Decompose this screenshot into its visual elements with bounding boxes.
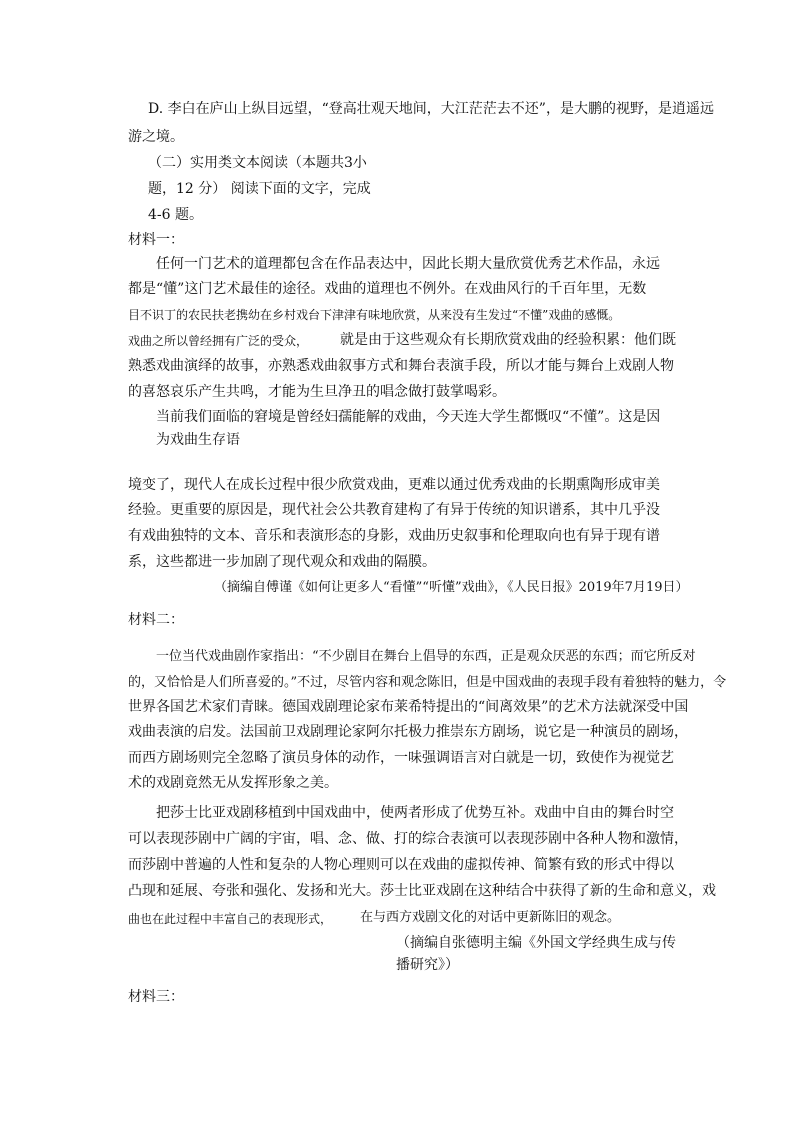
paragraph-line: 系，这些都进一步加剧了现代观众和戏曲的隔膜。 — [128, 554, 436, 570]
section-header-line: 4-6 题。 — [148, 207, 203, 223]
paragraph-line: 戏曲之所以曾经拥有广泛的受众， — [128, 334, 309, 348]
paragraph-line: 把莎士比亚戏剧移植到中国戏曲中，使两者形成了优势互补。戏曲中自由的舞台时空 — [156, 805, 674, 821]
paragraph-line: 的，又恰恰是人们所喜爱的。”不过，尽管内容和观念陈旧，但是中国戏曲的表现手段有着独特的魅力，令 — [128, 675, 727, 690]
source-citation: （摘编自傅谨《如何让更多人“看懂”“听懂”戏曲》，《人民日报》2019年7月19日） — [214, 580, 689, 595]
paragraph-line: 曲也在此过程中丰富自己的表现形式， — [128, 912, 333, 926]
paragraph-line: 为戏曲生存语 — [156, 432, 240, 448]
paragraph-line: 世界各国艺术家们青睐。德国戏剧理论家布莱希特提出的“间离效果”的艺术方法就深受中国 — [128, 699, 689, 715]
paragraph-line: 凸现和延展、夸张和强化、发扬和光大。莎士比亚戏剧在这种结合中获得了新的生命和意义，戏 — [128, 883, 716, 899]
option-d-line: D. 李白在庐山上纵目远望，“登高壮观天地间，大江茫茫去不还”，是大鹏的视野，是逍遥远 — [148, 101, 714, 117]
material-heading: 材料一： — [128, 232, 184, 248]
paragraph-line: 境变了，现代人在成长过程中很少欣赏戏曲，更难以通过优秀戏曲的长期熏陶形成审美 — [128, 477, 660, 493]
paragraph-line: 戏曲表演的启发。法国前卫戏剧理论家阿尔托极力推崇东方剧场，说它是一种演员的剧场， — [128, 724, 688, 740]
paragraph-line: 熟悉戏曲演绎的故事，亦熟悉戏曲叙事方式和舞台表演手段，所以才能与舞台上戏剧人物 — [128, 358, 674, 374]
paragraph-line: 任何一门艺术的道理都包含在作品表达中，因此长期大量欣赏优秀艺术作品，永远 — [156, 256, 660, 272]
paragraph-line: 当前我们面临的窘境是曾经妇孺能解的戏曲，今天连大学生都慨叹“不懂”。这是因 — [156, 409, 661, 425]
paragraph-line: 有戏曲独特的文本、音乐和表演形态的身影，戏曲历史叙事和伦理取向也有异于现有谱 — [128, 528, 660, 544]
paragraph-line: 而莎剧中普遍的人性和复杂的人物心理则可以在戏曲的虚拟传神、简繁有致的形式中得以 — [128, 857, 674, 873]
source-citation: 播研究》） — [396, 957, 459, 973]
material-heading: 材料三： — [128, 989, 184, 1005]
paragraph-line: 的喜怒哀乐产生共鸣，才能为生旦净丑的唱念做打鼓掌喝彩。 — [128, 384, 506, 400]
option-d-line: 游之境。 — [128, 129, 184, 145]
section-header-line: （二）实用类文本阅读（本题共3小 — [148, 155, 367, 171]
material-heading: 材料二： — [128, 612, 184, 628]
paragraph-line: 而西方剧场则完全忽略了演员身体的动作，一味强调语言对白就是一切，致使作为视觉艺 — [128, 750, 674, 766]
paragraph-line: 可以表现莎剧中广阔的宇宙，唱、念、做、打的综合表演可以表现莎剧中各种人物和激情， — [128, 831, 688, 847]
paragraph-line: 在与西方戏剧文化的对话中更新陈旧的观念。 — [360, 910, 621, 925]
section-header-line: 题，12 分） 阅读下面的文字，完成 — [148, 181, 371, 197]
source-citation: （摘编自张德明主编《外国文学经典生成与传 — [396, 935, 676, 951]
paragraph-line: 就是由于这些观众有长期欣赏戏曲的经验积累：他们既 — [340, 332, 676, 348]
paragraph-line: 经验。更重要的原因是，现代社会公共教育建构了有异于传统的知识谱系，其中几乎没 — [128, 502, 660, 518]
paragraph-line: 目不识丁的农民扶老携幼在乡村戏台下津津有味地欣赏，从来没有生发过“不懂”戏曲的感慨。 — [128, 308, 621, 322]
paragraph-line: 术的戏剧竟然无从发挥形象之美。 — [128, 775, 338, 791]
paragraph-line: 都是“懂”这门艺术最佳的途径。戏曲的道理也不例外。在戏曲风行的千百年里，无数 — [128, 281, 647, 297]
paragraph-line: 一位当代戏曲剧作家指出：“不少剧目在舞台上倡导的东西，正是观众厌恶的东西；而它所反对 — [156, 649, 696, 664]
